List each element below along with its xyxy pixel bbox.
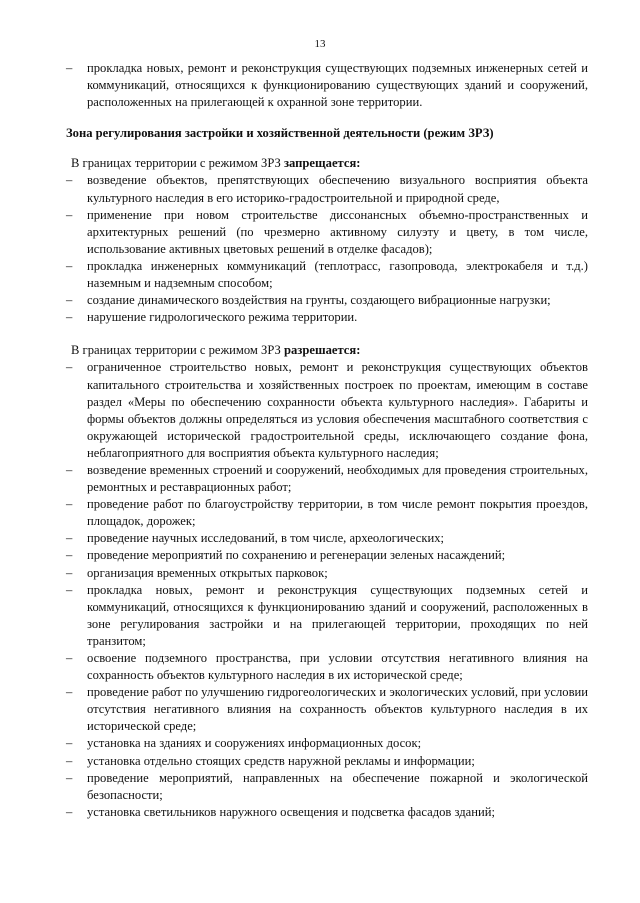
- list-item: – нарушение гидрологического режима территории.: [66, 309, 588, 326]
- list-item: – прокладка новых, ремонт и реконструкция существующих подземных инженерных сетей и коммуникаций, относящихся к функционированию существующих зданий и сооружений, расположенных на прилегающей к охранной зоне территории.: [66, 60, 588, 111]
- list-item: – установка светильников наружного освещения и подсветка фасадов зданий;: [66, 804, 588, 821]
- list-item: – организация временных открытых парковок;: [66, 565, 588, 582]
- list-item: – прокладка инженерных коммуникаций (теплотрасс, газопровода, электрокабеля и т.д.) наземным и надземным способом;: [66, 258, 588, 292]
- list-item: – проведение работ по улучшению гидрогеологических и экологических условий, при условии отсутствия негативного влияния на сохранность объектов культурного наследия в их исторической среде;: [66, 684, 588, 735]
- list-item: – установка отдельно стоящих средств наружной рекламы и информации;: [66, 753, 588, 770]
- list-item: – проведение научных исследований, в том числе, археологических;: [66, 530, 588, 547]
- list-item: – ограниченное строительство новых, ремонт и реконструкция существующих объектов капитального строительства и хозяйственных построек по проектам, имеющим в составе раздел «Меры по обеспечению сохранности объекта культурного наследия». Габариты и формы объектов должны определяться из условия обеспечения масштабного соответствия с окружающей исторической градостроительной среды, исключающего создание фона, неблагоприятного для восприятия объекта культурного наследия;: [66, 359, 588, 462]
- prohibited-intro-text: В границах территории с режимом ЗРЗ: [71, 156, 284, 171]
- permitted-intro-text: В границах территории с режимом ЗРЗ: [71, 343, 284, 358]
- document-body: [66, 60, 588, 821]
- list-item: – проведение работ по благоустройству территории, в том числе ремонт покрытия проездов, площадок, дорожек;: [66, 496, 588, 530]
- permitted-intro-bold: разрешается:: [283, 343, 361, 358]
- top-list: [66, 60, 588, 111]
- list-item: – возведение временных строений и сооружений, необходимых для проведения строительных, ремонтных и реставрационных работ;: [66, 462, 588, 496]
- page-number: 13: [314, 38, 326, 50]
- prohibited-intro: [66, 155, 588, 172]
- permitted-intro: [66, 342, 588, 359]
- permitted-list: [66, 359, 588, 821]
- list-item: – прокладка новых, ремонт и реконструкция существующих подземных сетей и коммуникаций, относящихся к функционированию зданий и сооружений, расположенных в зоне регулирования застройки и на прилегающей территории, проходящих по ней транзитом;: [66, 582, 588, 650]
- list-item: – освоение подземного пространства, при условии отсутствия негативного влияния на сохранность объектов культурного наследия в их исторической среде;: [66, 650, 588, 684]
- list-item: – создание динамического воздействия на грунты, создающего вибрационные нагрузки;: [66, 292, 588, 309]
- section-gap: [66, 326, 588, 342]
- section-title: Зона регулирования застройки и хозяйственной деятельности (режим ЗРЗ): [66, 126, 494, 141]
- list-item: – проведение мероприятий по сохранению и регенерации зеленых насаждений;: [66, 547, 588, 564]
- list-item: – проведение мероприятий, направленных на обеспечение пожарной и экологической безопасности;: [66, 770, 588, 804]
- prohibited-list: [66, 172, 588, 326]
- list-item: – применение при новом строительстве диссонансных объемно-пространственных и архитектурных решений (по чрезмерно активному силуэту и цвету, в том числе, использование активных цветовых решений в отделке фасадов);: [66, 207, 588, 258]
- list-item: – установка на зданиях и сооружениях информационных досок;: [66, 735, 588, 752]
- prohibited-intro-bold: запрещается:: [283, 156, 361, 171]
- list-item: – возведение объектов, препятствующих обеспечению визуального восприятия объекта культурного наследия в его историко-градостроительной и природной среде,: [66, 172, 588, 206]
